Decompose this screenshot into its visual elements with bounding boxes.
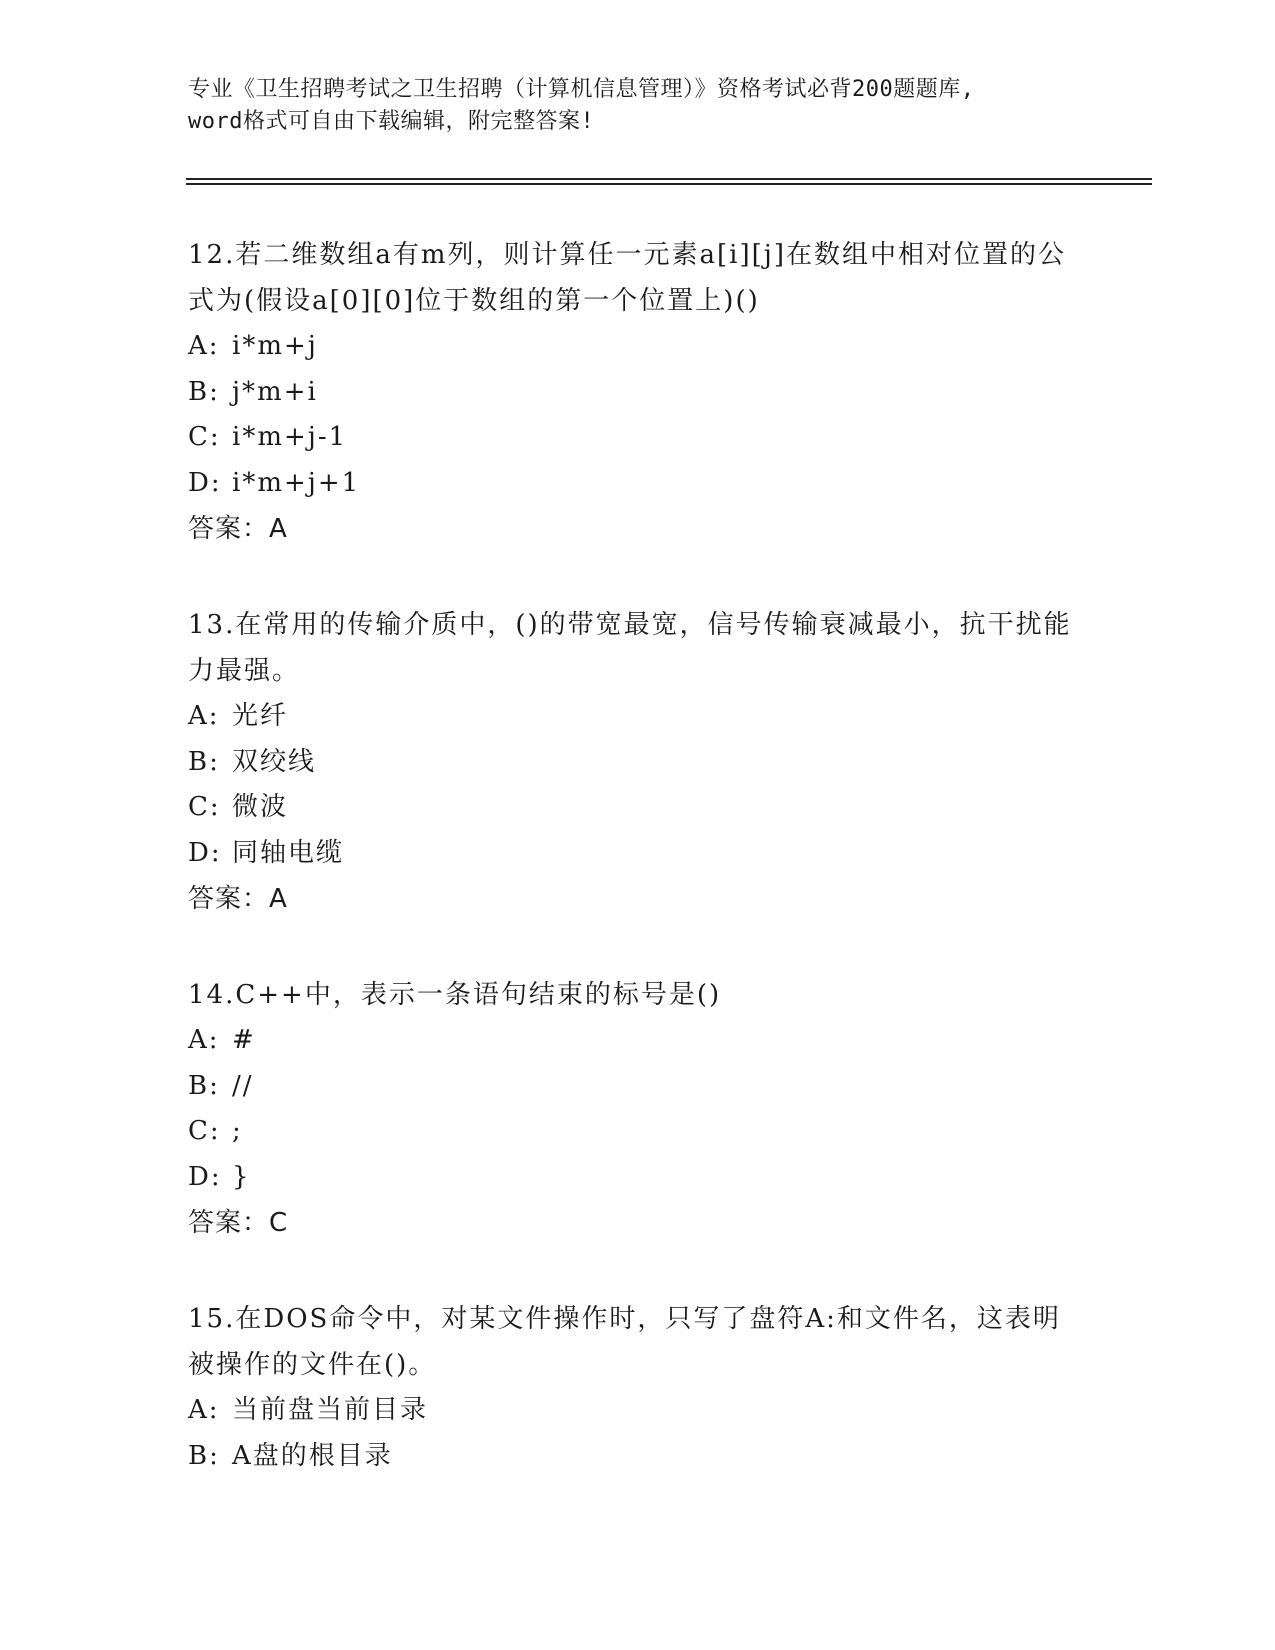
option-text: 当前盘当前目录 bbox=[232, 1395, 429, 1425]
option-key: C: bbox=[188, 1116, 221, 1146]
option-key: A: bbox=[188, 331, 220, 361]
answer-line: 答案：A bbox=[188, 884, 288, 914]
option-text: ; bbox=[232, 1116, 243, 1146]
option-item bbox=[188, 324, 1088, 370]
document-header bbox=[188, 74, 1088, 138]
header-divider-top bbox=[186, 178, 1152, 180]
option-item bbox=[188, 370, 1088, 416]
question-block bbox=[188, 972, 1088, 1246]
option-text: 微波 bbox=[232, 792, 289, 822]
option-item bbox=[188, 1064, 1088, 1110]
option-key: B: bbox=[188, 376, 220, 407]
option-item bbox=[188, 1018, 1088, 1064]
question-stem: 15.在DOS命令中，对某文件操作时，只写了盘符A:和文件名，这表明被操作的文件在()。 bbox=[188, 1304, 1061, 1380]
option-key: B: bbox=[188, 1070, 220, 1101]
option-item bbox=[188, 415, 1088, 461]
question-block bbox=[188, 602, 1088, 922]
option-key: A: bbox=[188, 701, 220, 731]
option-text: 光纤 bbox=[232, 701, 289, 731]
option-item bbox=[188, 831, 1088, 877]
question-list bbox=[188, 232, 1088, 1529]
option-key: D: bbox=[188, 1161, 222, 1192]
answer-line: 答案：A bbox=[188, 514, 288, 544]
option-item bbox=[188, 740, 1088, 786]
question-stem: 13.在常用的传输介质中，()的带宽最宽，信号传输衰减最小，抗干扰能力最强。 bbox=[188, 610, 1072, 686]
option-text: } bbox=[232, 1161, 251, 1192]
option-key: C: bbox=[188, 422, 221, 452]
option-item bbox=[188, 1109, 1088, 1155]
option-text: 同轴电缆 bbox=[232, 837, 345, 868]
header-line-1: 专业《卫生招聘考试之卫生招聘（计算机信息管理）》资格考试必背200题题库, bbox=[188, 77, 975, 102]
option-item bbox=[188, 694, 1088, 740]
option-text: // bbox=[232, 1070, 254, 1101]
option-text: i*m+j+1 bbox=[232, 467, 361, 498]
header-divider-bottom bbox=[186, 183, 1152, 185]
option-item bbox=[188, 785, 1088, 831]
question-block bbox=[188, 232, 1088, 552]
question-block bbox=[188, 1296, 1088, 1479]
question-stem: 14.C++中，表示一条语句结束的标号是() bbox=[188, 980, 722, 1010]
option-text: i*m+j-1 bbox=[232, 422, 348, 452]
option-item bbox=[188, 1388, 1088, 1434]
option-text: i*m+j bbox=[232, 331, 318, 361]
answer-line: 答案：C bbox=[188, 1208, 289, 1238]
option-key: A: bbox=[188, 1025, 220, 1055]
option-item bbox=[188, 1155, 1088, 1201]
option-item bbox=[188, 461, 1088, 507]
option-text: 双绞线 bbox=[232, 746, 317, 777]
option-text: A盘的根目录 bbox=[232, 1440, 393, 1471]
option-text: j*m+i bbox=[232, 376, 318, 407]
question-stem: 12.若二维数组a有m列，则计算任一元素a[i][j]在数组中相对位置的公式为(假设a[0][0]位于数组的第一个位置上)() bbox=[188, 240, 1066, 316]
option-text: # bbox=[232, 1025, 256, 1055]
header-line-2: word格式可自由下载编辑，附完整答案! bbox=[188, 109, 595, 134]
option-key: B: bbox=[188, 1440, 220, 1471]
option-key: A: bbox=[188, 1395, 220, 1425]
option-item bbox=[188, 1434, 1088, 1480]
option-key: C: bbox=[188, 792, 221, 822]
option-key: B: bbox=[188, 746, 220, 777]
option-key: D: bbox=[188, 467, 222, 498]
option-key: D: bbox=[188, 837, 222, 868]
